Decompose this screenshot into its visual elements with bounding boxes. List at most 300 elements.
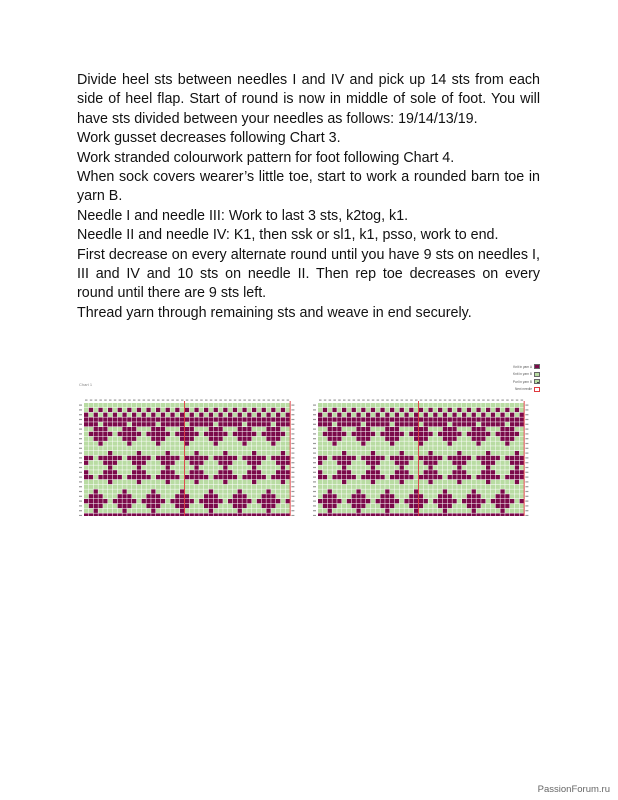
stitch-cell [385,456,389,460]
stitch-cell [146,441,150,445]
stitch-cell [409,475,413,479]
column-number-mark [516,400,519,401]
stitch-cell [190,475,194,479]
stitch-cell [510,408,514,412]
stitch-cell [419,427,423,431]
row-number-mark [525,405,528,406]
stitch-cell [452,441,456,445]
stitch-cell [385,441,389,445]
stitch-cell [505,441,509,445]
stitch-cell [361,417,365,421]
stitch-cell [337,475,341,479]
stitch-cell [199,485,203,489]
stitch-cell [228,513,232,516]
stitch-cell [137,470,141,474]
stitch-cell [170,465,174,469]
stitch-cell [424,513,428,516]
stitch-cell [356,499,360,503]
stitch-cell [390,485,394,489]
stitch-cell [271,499,275,503]
stitch-cell [276,422,280,426]
stitch-cell [118,504,122,508]
stitch-cell [457,446,461,450]
stitch-cell [84,422,88,426]
stitch-cell [433,494,437,498]
stitch-cell [342,509,346,513]
stitch-cell [500,441,504,445]
stitch-cell [505,427,509,431]
stitch-cell [414,470,418,474]
stitch-cell [438,441,442,445]
stitch-cell [424,417,428,421]
stitch-cell [180,456,184,460]
stitch-cell [262,494,266,498]
stitch-cell [400,422,404,426]
stitch-cell [476,465,480,469]
stitch-cell [332,422,336,426]
stitch-cell [409,413,413,417]
stitch-cell [132,509,136,513]
stitch-cell [323,432,327,436]
stitch-cell [385,480,389,484]
stitch-cell [252,403,256,407]
stitch-cell [520,456,524,460]
stitch-cell [328,485,332,489]
stitch-cell [156,470,160,474]
stitch-cell [347,403,351,407]
stitch-cell [113,470,117,474]
stitch-cell [520,441,524,445]
stitch-cell [103,403,107,407]
stitch-cell [204,509,208,513]
stitch-cell [347,456,351,460]
stitch-cell [233,475,237,479]
stitch-cell [515,489,519,493]
stitch-cell [356,413,360,417]
column-number-mark [425,400,428,401]
stitch-cell [276,470,280,474]
stitch-cell [332,437,336,441]
column-number-mark [234,400,237,401]
column-number-mark [367,400,370,401]
stitch-cell [457,485,461,489]
stitch-cell [127,470,131,474]
stitch-cell [414,427,418,431]
stitch-cell [323,489,327,493]
stitch-cell [366,504,370,508]
stitch-cell [233,504,237,508]
stitch-cell [438,456,442,460]
stitch-cell [214,504,218,508]
stitch-cell [228,403,232,407]
stitch-cell [108,480,112,484]
stitch-cell [108,504,112,508]
chart-legend [492,363,540,393]
stitch-cell [142,470,146,474]
stitch-cell [496,494,500,498]
legend-item [492,363,540,371]
stitch-cell [419,494,423,498]
stitch-cell [376,403,380,407]
stitch-cell [366,509,370,513]
stitch-cell [347,499,351,503]
row-number-mark [313,491,316,492]
stitch-cell [419,513,423,516]
stitch-cell [419,504,423,508]
stitch-cell [424,465,428,469]
stitch-cell [385,437,389,441]
stitch-cell [481,441,485,445]
stitch-cell [520,432,524,436]
column-number-mark [239,400,242,401]
stitch-cell [337,403,341,407]
stitch-cell [238,513,242,516]
column-number-mark [176,400,179,401]
stitch-cell [103,441,107,445]
stitch-cell [252,408,256,412]
stitch-cell [242,446,246,450]
row-number-mark [79,453,82,454]
stitch-cell [510,513,514,516]
stitch-cell [266,509,270,513]
stitch-cell [185,499,189,503]
stitch-cell [94,499,98,503]
stitch-cell [361,513,365,516]
stitch-cell [118,456,122,460]
row-number-mark [291,491,294,492]
stitch-cell [238,422,242,426]
stitch-cell [332,489,336,493]
stitch-cell [118,408,122,412]
row-number-mark [79,481,82,482]
stitch-cell [228,437,232,441]
stitch-cell [127,461,131,465]
stitch-cell [356,456,360,460]
stitch-cell [476,489,480,493]
stitch-cell [323,456,327,460]
stitch-cell [247,437,251,441]
stitch-cell [347,437,351,441]
stitch-cell [233,465,237,469]
stitch-cell [448,408,452,412]
stitch-cell [395,441,399,445]
stitch-cell [510,485,514,489]
stitch-cell [175,513,179,516]
stitch-cell [214,456,218,460]
stitch-cell [170,408,174,412]
stitch-cell [156,509,160,513]
stitch-cell [209,456,213,460]
stitch-cell [127,494,131,498]
column-number-mark [434,400,437,401]
stitch-cell [385,504,389,508]
stitch-cell [209,504,213,508]
stitch-cell [190,451,194,455]
stitch-cell [257,437,261,441]
stitch-cell [347,475,351,479]
instruction-paragraph: Work gusset decreases following Chart 3. [77,130,341,147]
stitch-cell [452,499,456,503]
stitch-cell [84,427,88,431]
stitch-cell [491,413,495,417]
stitch-cell [103,475,107,479]
stitch-cell [108,417,112,421]
stitch-cell [486,432,490,436]
stitch-cell [89,489,93,493]
stitch-cell [175,417,179,421]
stitch-cell [452,437,456,441]
stitch-cell [361,427,365,431]
stitch-cell [127,437,131,441]
stitch-cell [318,475,322,479]
stitch-cell [520,470,524,474]
row-number-mark [291,419,294,420]
stitch-cell [127,489,131,493]
row-number-mark [79,477,82,478]
stitch-cell [266,446,270,450]
stitch-cell [161,461,165,465]
stitch-cell [218,499,222,503]
stitch-cell [371,456,375,460]
stitch-cell [404,485,408,489]
stitch-cell [247,403,251,407]
stitch-cell [347,461,351,465]
stitch-cell [84,446,88,450]
stitch-cell [356,494,360,498]
stitch-cell [380,451,384,455]
stitch-cell [118,465,122,469]
stitch-cell [438,413,442,417]
stitch-cell [352,513,356,516]
stitch-cell [318,499,322,503]
stitch-cell [491,422,495,426]
row-number-mark [79,510,82,511]
stitch-cell [247,465,251,469]
stitch-cell [161,475,165,479]
stitch-cell [342,499,346,503]
chart-title: Chart 1 [79,382,93,387]
stitch-cell [94,422,98,426]
stitch-cell [428,509,432,513]
stitch-cell [505,494,509,498]
stitch-cell [380,441,384,445]
stitch-cell [505,422,509,426]
stitch-cell [175,437,179,441]
stitch-cell [400,480,404,484]
stitch-cell [400,475,404,479]
stitch-cell [98,441,102,445]
stitch-cell [433,470,437,474]
row-number-mark [291,405,294,406]
stitch-cell [204,432,208,436]
stitch-cell [433,408,437,412]
stitch-cell [424,461,428,465]
stitch-cell [281,408,285,412]
stitch-cell [428,427,432,431]
stitch-cell [414,499,418,503]
stitch-cell [218,437,222,441]
stitch-cell [118,437,122,441]
stitch-cell [428,456,432,460]
stitch-cell [242,470,246,474]
stitch-cell [515,499,519,503]
stitch-cell [467,417,471,421]
stitch-cell [209,417,213,421]
stitch-cell [515,417,519,421]
stitch-cell [380,485,384,489]
stitch-cell [395,422,399,426]
stitch-cell [242,413,246,417]
stitch-cell [328,441,332,445]
stitch-cell [390,456,394,460]
stitch-cell [467,437,471,441]
stitch-cell [262,437,266,441]
stitch-cell [166,461,170,465]
stitch-cell [161,465,165,469]
stitch-cell [318,427,322,431]
row-number-mark [313,472,316,473]
stitch-cell [103,461,107,465]
stitch-cell [262,485,266,489]
stitch-cell [476,422,480,426]
stitch-cell [271,432,275,436]
stitch-cell [161,417,165,421]
stitch-cell [424,456,428,460]
stitch-cell [409,470,413,474]
stitch-cell [137,461,141,465]
row-number-mark [291,414,294,415]
stitch-cell [108,456,112,460]
stitch-cell [271,408,275,412]
stitch-cell [505,461,509,465]
stitch-cell [505,485,509,489]
stitch-cell [281,461,285,465]
stitch-cell [520,446,524,450]
row-number-mark [313,501,316,502]
stitch-cell [452,461,456,465]
stitch-cell [242,461,246,465]
stitch-cell [156,485,160,489]
stitch-cell [228,441,232,445]
stitch-cell [214,485,218,489]
stitch-cell [223,494,227,498]
stitch-cell [380,499,384,503]
row-number-mark [79,496,82,497]
stitch-cell [318,432,322,436]
stitch-cell [515,432,519,436]
stitch-cell [247,432,251,436]
stitch-cell [209,408,213,412]
stitch-cell [332,451,336,455]
stitch-cell [122,427,126,431]
stitch-cell [151,437,155,441]
stitch-cell [419,470,423,474]
column-number-mark [324,400,327,401]
stitch-cell [89,427,93,431]
stitch-cell [491,499,495,503]
stitch-cell [476,403,480,407]
stitch-cell [376,408,380,412]
stitch-cell [170,413,174,417]
stitch-cell [409,437,413,441]
stitch-cell [238,480,242,484]
stitch-cell [108,441,112,445]
stitch-cell [342,475,346,479]
stitch-cell [170,461,174,465]
stitch-cell [180,480,184,484]
stitch-cell [166,465,170,469]
stitch-cell [318,513,322,516]
column-number-mark [439,400,442,401]
row-number-mark [79,467,82,468]
stitch-cell [238,465,242,469]
stitch-cell [271,456,275,460]
stitch-cell [318,470,322,474]
stitch-cell [175,451,179,455]
stitch-cell [242,465,246,469]
stitch-cell [505,465,509,469]
stitch-cell [496,408,500,412]
stitch-cell [262,499,266,503]
stitch-cell [122,509,126,513]
stitch-cell [491,480,495,484]
stitch-cell [328,451,332,455]
stitch-cell [175,485,179,489]
stitch-cell [337,513,341,516]
stitch-cell [113,494,117,498]
row-number-mark [313,443,316,444]
stitch-cell [262,427,266,431]
stitch-cell [281,475,285,479]
stitch-cell [515,413,519,417]
stitch-cell [467,422,471,426]
column-number-mark [123,400,126,401]
stitch-cell [496,485,500,489]
stitch-cell [404,417,408,421]
stitch-cell [520,480,524,484]
stitch-cell [428,451,432,455]
stitch-cell [127,480,131,484]
stitch-cell [342,494,346,498]
stitch-cell [404,408,408,412]
column-number-mark [415,400,418,401]
stitch-cell [428,417,432,421]
stitch-cell [332,403,336,407]
stitch-cell [118,451,122,455]
stitch-cell [352,446,356,450]
stitch-cell [118,489,122,493]
row-number-mark [313,453,316,454]
stitch-cell [481,413,485,417]
stitch-cell [400,403,404,407]
stitch-cell [266,432,270,436]
stitch-cell [84,413,88,417]
stitch-cell [443,427,447,431]
stitch-cell [118,403,122,407]
stitch-cell [98,475,102,479]
stitch-cell [108,475,112,479]
stitch-cell [271,513,275,516]
stitch-cell [180,494,184,498]
stitch-cell [486,499,490,503]
stitch-cell [137,499,141,503]
column-number-mark [348,400,351,401]
stitch-cell [515,422,519,426]
stitch-cell [142,480,146,484]
stitch-cell [505,513,509,516]
stitch-cell [137,465,141,469]
stitch-cell [228,413,232,417]
